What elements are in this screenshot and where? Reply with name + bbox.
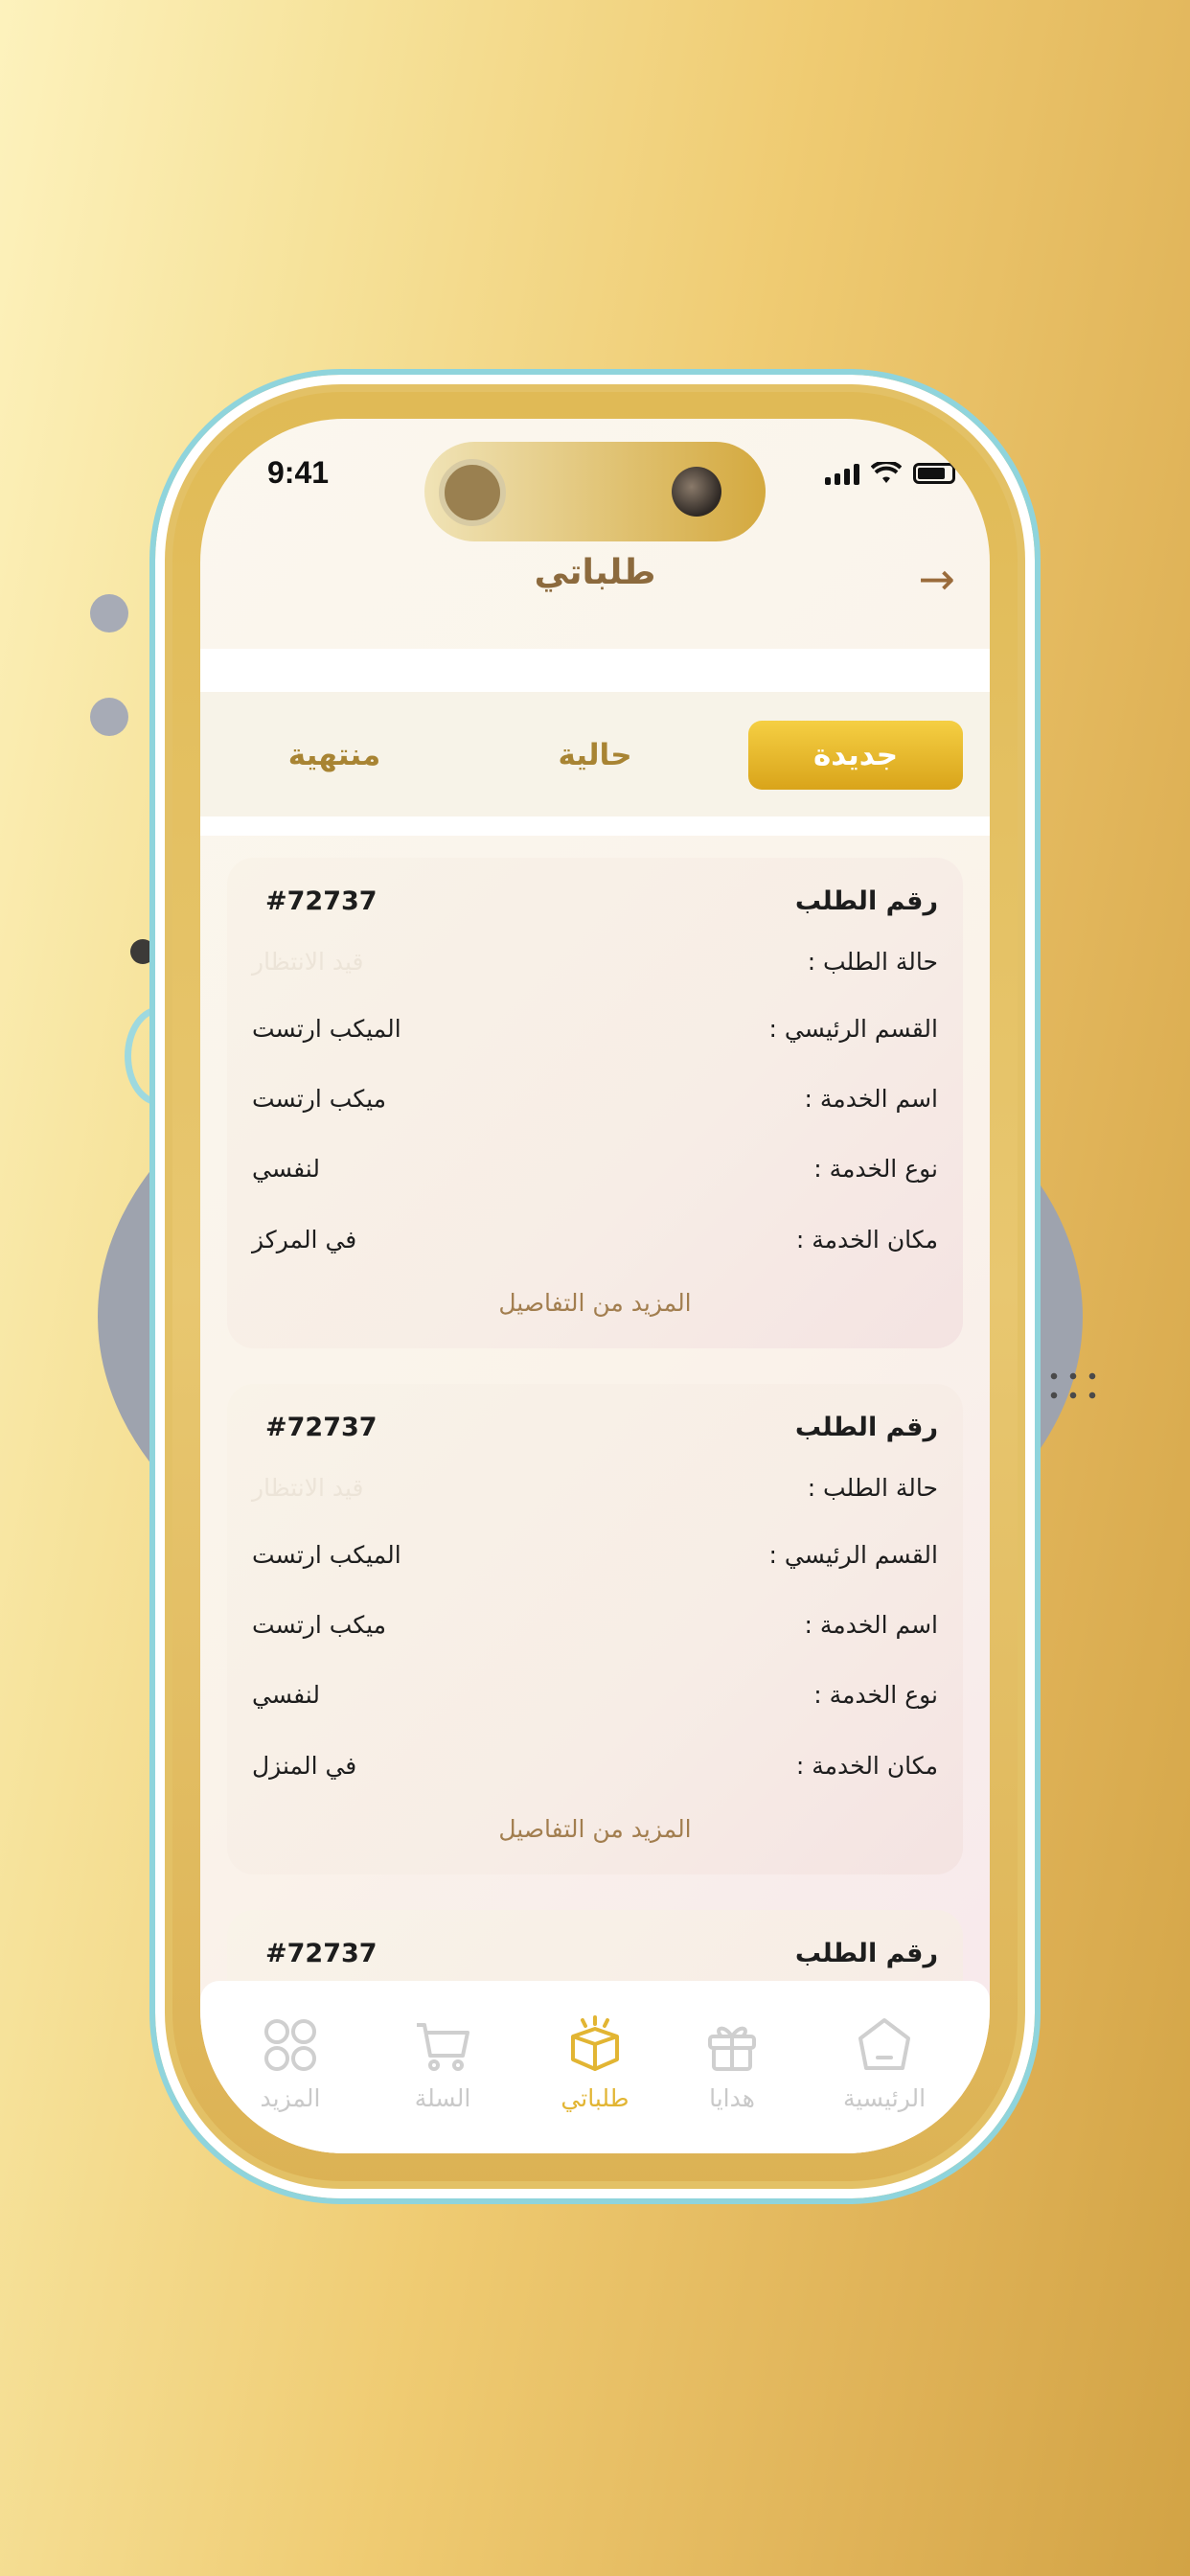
wifi-icon [871, 462, 902, 485]
order-status-row [252, 948, 938, 986]
order-service-row [252, 1085, 938, 1123]
order-number-row [252, 1939, 938, 1977]
app-screen [200, 419, 990, 2153]
order-type-label: نوع الخدمة : [813, 1155, 938, 1183]
order-place-label: مكان الخدمة : [795, 1752, 938, 1780]
order-type: لنفسي [252, 1155, 320, 1183]
tab-finished[interactable]: منتهية [287, 738, 381, 772]
nav-item-orders[interactable] [518, 2015, 672, 2112]
nav-label-orders: طلباتي [561, 2084, 629, 2112]
order-type-row [252, 1681, 938, 1719]
order-card [227, 1384, 963, 1874]
nav-label-cart: السلة [414, 2084, 471, 2112]
nav-item-cart[interactable] [366, 2015, 519, 2112]
order-category: الميكب ارتست [252, 1541, 401, 1569]
nav-label-gifts: هدايا [709, 2084, 755, 2112]
camera-lens [439, 459, 506, 526]
nav-label-home: الرئيسية [842, 2084, 927, 2112]
order-status: قيد الانتظار [252, 948, 364, 976]
order-category: الميكب ارتست [252, 1015, 401, 1043]
home-icon [855, 2015, 914, 2075]
order-status-label: حالة الطلب : [807, 1474, 938, 1502]
nav-label-more: المزيد [260, 2084, 321, 2112]
order-place-row [252, 1226, 938, 1264]
decor-dot [90, 698, 128, 736]
more-details-link[interactable]: المزيد من التفاصيل [498, 1289, 692, 1317]
order-category-label: القسم الرئيسي : [768, 1541, 938, 1569]
camera-lens [672, 467, 721, 517]
order-number-label: رقم الطلب [794, 1939, 938, 1968]
order-category-label: القسم الرئيسي : [768, 1015, 938, 1043]
order-card [227, 858, 963, 1348]
nav-item-home[interactable] [808, 2015, 961, 2112]
more-grid-icon [261, 2015, 320, 2075]
order-category-row [252, 1541, 938, 1579]
bottom-nav [200, 1981, 990, 2153]
order-service: ميكب ارتست [252, 1085, 387, 1113]
order-number-label: رقم الطلب [794, 886, 938, 916]
order-service: ميكب ارتست [252, 1611, 387, 1639]
orders-tabs [200, 692, 990, 816]
order-place: في المنزل [252, 1752, 357, 1780]
cart-icon [413, 2015, 472, 2075]
order-number: #72737 [265, 1413, 378, 1442]
header-divider [200, 649, 990, 692]
order-number-row [252, 886, 938, 925]
page-header [200, 543, 990, 649]
order-number-label: رقم الطلب [794, 1413, 938, 1442]
order-service-label: اسم الخدمة : [804, 1611, 938, 1639]
order-service-label: اسم الخدمة : [804, 1085, 938, 1113]
order-type-row [252, 1155, 938, 1193]
decor-dot-grid [1044, 1367, 1102, 1405]
order-place-label: مكان الخدمة : [795, 1226, 938, 1254]
decor-dot [90, 594, 128, 632]
cellular-signal-icon [825, 462, 859, 485]
order-type-label: نوع الخدمة : [813, 1681, 938, 1709]
page-title: طلباتي [534, 553, 656, 592]
gift-icon [702, 2015, 762, 2075]
tab-current[interactable]: حالية [558, 738, 632, 772]
status-time: 9:41 [267, 455, 330, 490]
order-type: لنفسي [252, 1681, 320, 1709]
battery-icon [913, 463, 955, 484]
order-number-row [252, 1413, 938, 1451]
status-icons [825, 457, 955, 490]
order-service-row [252, 1611, 938, 1649]
dynamic-island [424, 442, 766, 541]
tab-new[interactable]: جديدة [748, 721, 963, 790]
order-status-row [252, 1474, 938, 1512]
nav-item-more[interactable] [214, 2015, 367, 2112]
orders-box-icon [565, 2015, 625, 2075]
order-place: في المركز [252, 1226, 357, 1254]
order-number: #72737 [265, 1939, 378, 1968]
back-arrow-icon[interactable]: → [918, 553, 955, 605]
nav-item-gifts[interactable] [655, 2015, 809, 2112]
more-details-link[interactable]: المزيد من التفاصيل [498, 1815, 692, 1843]
order-number: #72737 [265, 886, 378, 916]
order-place-row [252, 1752, 938, 1790]
order-status-label: حالة الطلب : [807, 948, 938, 976]
order-category-row [252, 1015, 938, 1053]
order-status: قيد الانتظار [252, 1474, 364, 1502]
tabs-divider [200, 816, 990, 836]
